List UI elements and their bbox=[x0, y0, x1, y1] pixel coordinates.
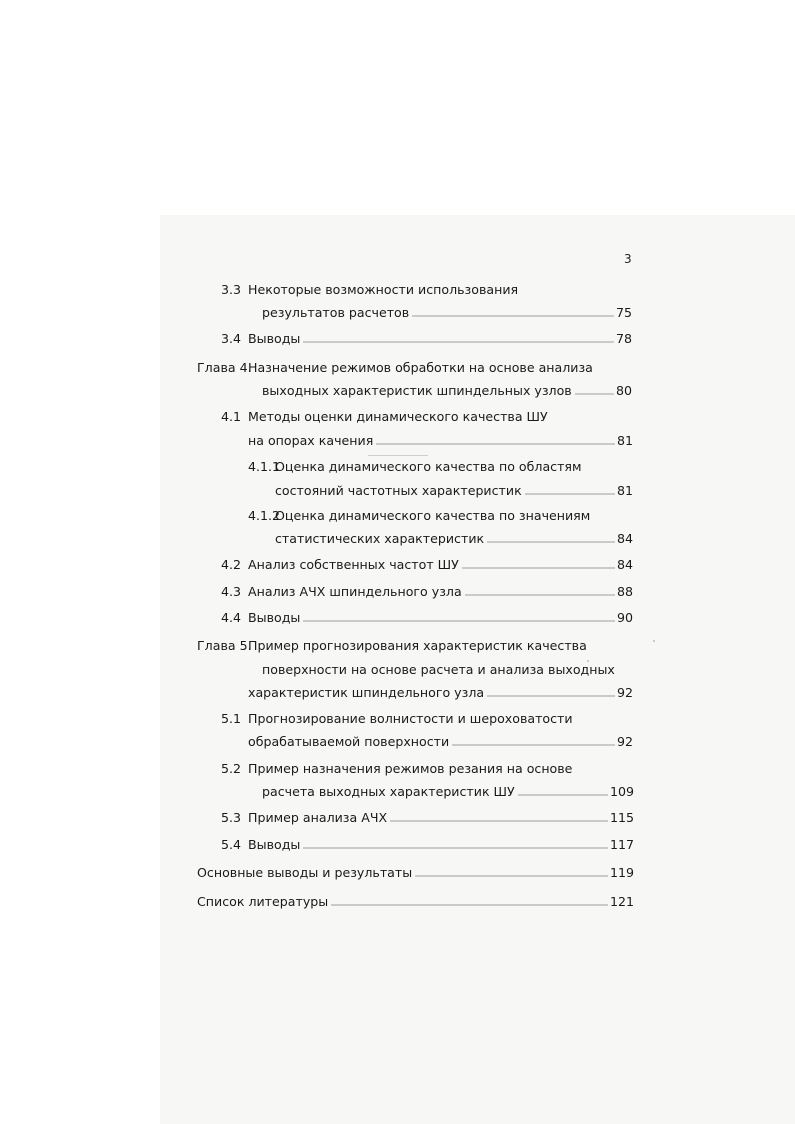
toc-entry-line bbox=[0, 382, 795, 400]
toc-entry-number: 4.1.1 bbox=[248, 459, 281, 474]
toc-entry-line bbox=[0, 330, 795, 348]
toc-entry-title: результатов расчетов bbox=[262, 305, 410, 320]
dot-leader bbox=[575, 382, 614, 395]
toc-entry-line bbox=[0, 760, 795, 778]
dot-leader bbox=[487, 530, 615, 543]
toc-entry-title: Пример назначения режимов резания на основе bbox=[248, 761, 573, 776]
toc-entry-number: 4.1.2 bbox=[248, 508, 281, 523]
toc-entry-page: 84 bbox=[616, 531, 633, 546]
dot-leader bbox=[331, 893, 608, 906]
dot-leader bbox=[465, 583, 615, 596]
toc-entry-line bbox=[0, 783, 795, 801]
toc-entry-page: 84 bbox=[616, 557, 633, 572]
toc-entry-number: 5.4 bbox=[221, 837, 242, 852]
dot-leader bbox=[376, 432, 615, 445]
toc-entry-title: характеристик шпиндельного узла bbox=[248, 685, 485, 700]
toc-entry-title: Методы оценки динамического качества ШУ bbox=[248, 409, 548, 424]
toc-entry-title: Пример прогнозирования характеристик качества bbox=[248, 638, 587, 653]
toc-entry-title: Анализ АЧХ шпиндельного узла bbox=[248, 584, 462, 599]
toc-entry-line bbox=[0, 864, 795, 882]
toc-entry-number: 4.3 bbox=[221, 584, 242, 599]
toc-entry-page: 92 bbox=[616, 685, 633, 700]
dot-leader bbox=[412, 304, 614, 317]
toc-entry-line bbox=[0, 556, 795, 574]
toc-entry-title: поверхности на основе расчета и анализа выходных bbox=[262, 662, 615, 677]
toc-entry-number: 3.4 bbox=[221, 331, 242, 346]
toc-entry-page: 115 bbox=[609, 810, 634, 825]
dot-leader bbox=[525, 482, 615, 495]
toc-entry-number: 5.3 bbox=[221, 810, 242, 825]
toc-entry-line bbox=[0, 661, 795, 679]
toc-entry-page: 81 bbox=[616, 483, 633, 498]
toc-entry-title: Выводы bbox=[248, 331, 301, 346]
toc-entry-line bbox=[0, 836, 795, 854]
toc-entry-page: 75 bbox=[615, 305, 632, 320]
toc-entry-number: 5.1 bbox=[221, 711, 242, 726]
toc-entry-page: 90 bbox=[616, 610, 633, 625]
toc-entry-title: Выводы bbox=[248, 610, 301, 625]
toc-entry-line bbox=[0, 458, 795, 476]
toc-entry-number: Глава 4. bbox=[197, 360, 252, 375]
toc-entry-page: 109 bbox=[609, 784, 634, 799]
toc-entry-number: 3.3 bbox=[221, 282, 242, 297]
dot-leader bbox=[452, 733, 615, 746]
toc-entry-page: 121 bbox=[609, 894, 634, 909]
dot-leader bbox=[487, 684, 615, 697]
toc-entry-page: 78 bbox=[615, 331, 632, 346]
toc-entry-number: 4.2 bbox=[221, 557, 242, 572]
toc-entry-line bbox=[0, 304, 795, 322]
toc-entry-line bbox=[0, 432, 795, 450]
toc-entry-line bbox=[0, 281, 795, 299]
toc-entry-title: Пример анализа АЧХ bbox=[248, 810, 388, 825]
toc-entry-title: Выводы bbox=[248, 837, 301, 852]
toc-entry-title: Анализ собственных частот ШУ bbox=[248, 557, 459, 572]
toc-entry-title: Оценка динамического качества по значениям bbox=[275, 508, 591, 523]
toc-entry-line bbox=[0, 530, 795, 548]
toc-entry-title: состояний частотных характеристик bbox=[275, 483, 522, 498]
toc-entry-title: Прогнозирование волнистости и шероховатости bbox=[248, 711, 573, 726]
dot-leader bbox=[462, 556, 615, 569]
toc-entry-page: 92 bbox=[616, 734, 633, 749]
toc-entry-title: Основные выводы и результаты bbox=[197, 865, 413, 880]
toc-entry-page: 119 bbox=[609, 865, 634, 880]
toc-entry-line bbox=[0, 733, 795, 751]
toc-entry-title: обрабатываемой поверхности bbox=[248, 734, 450, 749]
toc-entry-title: Список литературы bbox=[197, 894, 329, 909]
dot-leader bbox=[518, 783, 608, 796]
toc-entry-number: 4.4 bbox=[221, 610, 242, 625]
toc-entry-line bbox=[0, 637, 795, 655]
toc-entry-title: Оценка динамического качества по областям bbox=[275, 459, 582, 474]
toc-entry-line bbox=[0, 408, 795, 426]
toc-entry-line bbox=[0, 684, 795, 702]
toc-entry-title: на опорах качения bbox=[248, 433, 374, 448]
toc-entry-line bbox=[0, 893, 795, 911]
toc-entry-page: 81 bbox=[616, 433, 633, 448]
toc-entry-number: 5.2 bbox=[221, 761, 242, 776]
toc-entry-title: выходных характеристик шпиндельных узлов bbox=[262, 383, 572, 398]
toc-entry-line bbox=[0, 359, 795, 377]
dot-leader bbox=[415, 864, 608, 877]
dot-leader bbox=[390, 809, 608, 822]
toc-entry-title: расчета выходных характеристик ШУ bbox=[262, 784, 515, 799]
toc-entry-page: 88 bbox=[616, 584, 633, 599]
toc-entry-line bbox=[0, 507, 795, 525]
toc-entry-number: 4.1 bbox=[221, 409, 242, 424]
toc-entry-line bbox=[0, 609, 795, 627]
toc-entry-page: 80 bbox=[615, 383, 632, 398]
toc-entry-line bbox=[0, 809, 795, 827]
toc-entry-line bbox=[0, 482, 795, 500]
page-number: 3 bbox=[624, 252, 632, 266]
dot-leader bbox=[303, 836, 608, 849]
toc-entry-number: Глава 5. bbox=[197, 638, 252, 653]
toc-entry-line bbox=[0, 583, 795, 601]
toc-entry-title: Некоторые возможности использования bbox=[248, 282, 519, 297]
toc-entry-page: 117 bbox=[609, 837, 634, 852]
scan-mark bbox=[368, 455, 428, 456]
toc-entry-title: статистических характеристик bbox=[275, 531, 485, 546]
toc-entry-line bbox=[0, 710, 795, 728]
dot-leader bbox=[303, 609, 615, 622]
dot-leader bbox=[303, 330, 614, 343]
toc-entry-title: Назначение режимов обработки на основе анализа bbox=[248, 360, 593, 375]
